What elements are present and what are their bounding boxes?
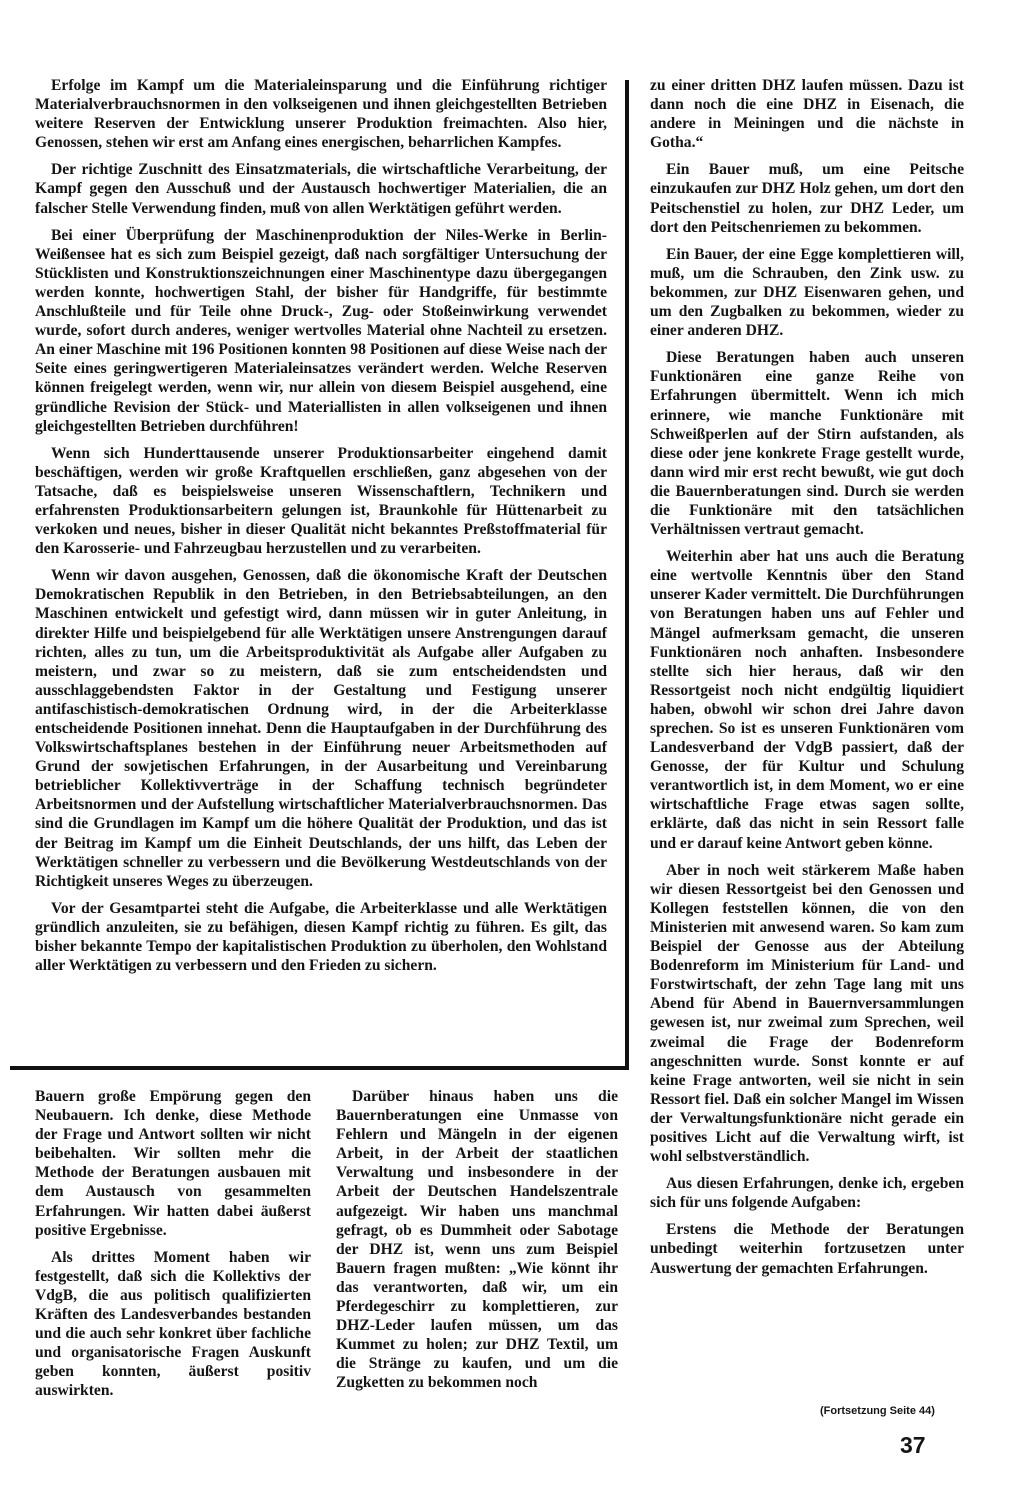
frame-horizontal-rule — [10, 1066, 629, 1070]
right-paragraph-3: Ein Bauer, der eine Egge komplettieren will, muß, um die Schrauben, den Zink usw. zu bekommen, zur DHZ Eisenwaren gehen, und um den Zugbalken zu bekommen, wieder zu einer anderen DHZ. — [650, 245, 964, 340]
bottom-middle-column — [336, 1087, 618, 1401]
frame-vertical-rule — [625, 80, 629, 1070]
box-paragraph-5: Wenn wir davon ausgehen, Genossen, daß die ökonomische Kraft der Deutschen Demokratischen Republik in den Betrieben, in den Betriebsabteilungen, an den Maschinen entwickelt und gefestigt wird, dann müssen wir in guter Anleitung, in direkter Hilfe und beispielgebend für alle Werktätigen unsere Anstrengungen darauf richten, alles zu tun, um die Arbeitsproduktivität als Aufgabe aller Aufgaben zu meistern, und zwar so zu meistern, daß sie zum entscheidendsten und ausschlaggebendsten Faktor in der Gestaltung und Festigung unserer antifaschistisch-demokratischen Ordnung wird, in der die Arbeiterklasse entscheidende Positionen innehat. Denn die Hauptaufgaben in der Durchführung des Volkswirtschaftsplanes bestehen in der Einführung neuer Arbeitsmethoden auf Grund der sowjetischen Erfahrungen, in der Ausarbeitung und Vereinbarung betrieblicher Kollektivverträge in der Schaffung technisch begründeter Arbeitsnormen und der Aufstellung wirtschaftlicher Materialverbrauchsnormen. Das sind die Grundlagen im Kampf um die höhere Qualität der Produktion, und das ist der Beitrag im Kampf um die Einheit Deutschlands, der uns hilft, das Leben der Werktätigen schneller zu verbessern und die Bevölkerung Westdeutschlands von der Richtigkeit unseres Weges zu überzeugen. — [35, 567, 607, 890]
bottom-col1-paragraph-1: Bauern große Empörung gegen den Neubauern. Ich denke, diese Methode der Frage und Antwort sollten wir nicht beibehalten. Wir sollten mehr die Methode der Beratungen ausbauen mit dem Austausch von gesammelten Erfahrungen. Wir hatten dabei äußerst positive Ergebnisse. — [35, 1088, 311, 1239]
right-paragraph-6: Aber in noch weit stärkerem Maße haben wir diesen Ressortgeist bei den Genossen und Kollegen feststellen können, die von den Ministerien mit anwesend waren. So kam zum Beispiel der Genosse aus der Abteilung Bodenreform im Ministerium für Land- und Forstwirtschaft, der zehn Tage lang mit uns Abend für Abend in Bauernversammlungen gewesen ist, nur zweimal zum Sprechen, weil zweimal die Frage der Bodenreform angeschnitten wurde. Sonst konnte er auf keine Frage antworten, weil sie nicht in sein Ressort fiel. Daß ein solcher Mangel im Wissen der Verwaltungsfunktionäre nicht gerade ein positives Licht auf die Verwaltung wirft, ist wohl selbstverständlich. — [650, 861, 964, 1166]
right-column — [650, 76, 964, 1286]
bottom-left-column — [35, 1087, 311, 1409]
right-paragraph-5: Weiterhin aber hat uns auch die Beratung eine wertvolle Kenntnis über den Stand unserer Kader vermittelt. Die Durchführungen von Beratungen haben uns auf Fehler und Mängel aufmerksam gemacht, die unseren Funktionären noch anhaften. Insbesondere stellte sich hier heraus, daß wir den Ressortgeist noch nicht endgültig liquidiert haben, obwohl wir schon drei Jahre davon sprechen. So ist es unseren Funktionären vom Landesverband der VdgB passiert, daß der Genosse, der für Kultur und Schulung verantwortlich ist, in dem Moment, wo er eine wirtschaftliche Frage etwas sagen sollte, erklärte, daß das nicht in sein Ressort falle und er darauf keine Antwort geben könne. — [650, 548, 964, 852]
bottom-col1-paragraph-2: Als drittes Moment haben wir festgestellt, daß sich die Kollektivs der VdgB, die aus politisch qualifizierten Kräften des Landesverbandes bestanden und die auch sehr konkret über fachliche und organisatorische Fragen Auskunft geben konnten, äußerst positiv auswirkten. — [35, 1248, 311, 1400]
right-paragraph-8: Erstens die Methode der Beratungen unbedingt weiterhin fortzusetzen unter Auswertung der gemachten Erfahrungen. — [650, 1221, 964, 1277]
right-paragraph-7: Aus diesen Erfahrungen, denke ich, ergeben sich für uns folgende Aufgaben: — [650, 1175, 964, 1212]
right-paragraph-1: zu einer dritten DHZ laufen müssen. Dazu ist dann noch die eine DHZ in Eisenach, die andere in Meiningen und die nächste in Gotha.“ — [650, 77, 964, 152]
box-paragraph-1: Erfolge im Kampf um die Materialeinsparung und die Einführung richtiger Materialverbrauchsnormen in den volkseigenen und ihnen gleichgestellten Betrieben weitere Reserven der Entwicklung unserer Produktion freimachten. Also hier, Genossen, stehen wir erst am Anfang eines energischen, beharrlichen Kampfes. — [35, 77, 607, 152]
page-number: 37 — [900, 1432, 926, 1458]
box-paragraph-4: Wenn sich Hunderttausende unserer Produktionsarbeiter eingehend damit beschäftigen, werden wir große Kraftquellen erschließen, ganz abgesehen von der Tatsache, daß es beispielsweise unseren Wissenschaftlern, Technikern und erfahrensten Produktionsarbeitern gelungen ist, Braunkohle für Hüttenarbeit zu verkoken und neues, bisher in dieser Qualität nicht bekanntes Preßstoffmaterial für den Karosserie- und Fahrzeugbau herzustellen und zu verarbeiten. — [35, 444, 607, 558]
box-paragraph-3: Bei einer Überprüfung der Maschinenproduktion der Niles-Werke in Berlin-Weißensee hat es sich zum Beispiel gezeigt, daß nach sorgfältiger Untersuchung der Stücklisten und Konstruktionszeichnungen einer Maschinentype dazu übergegangen werden konnte, hochwertigen Stahl, der bisher für Handgriffe, für bestimmte Anschlußteile und für Teile ohne Druck-, Zug- oder Stoßeinwirkung verwendet wurde, sofort durch anderes, weniger wertvolles Material ohne Nachteil zu ersetzen. An einer Maschine mit 196 Positionen konnten 98 Positionen auf diese Weise nach der Seite eines geringwertigeren Materialeinsatzes verändert werden. Welche Reserven können freigelegt werden, wenn wir, nur allein von diesem Beispiel ausgehend, eine gründliche Revision der Stück- und Materiallisten in allen volkseigenen und ihnen gleichgestellten Betrieben durchführen! — [35, 226, 607, 435]
boxed-article-text — [35, 76, 607, 983]
bottom-col2-paragraph-1: Darüber hinaus haben uns die Bauernberatungen eine Unmasse von Fehlern und Mängeln in der eigenen Arbeit, in der Arbeit der staatlichen Verwaltung und insbesondere in der Arbeit der Deutschen Handelszentrale aufgezeigt. Wir haben uns manchmal gefragt, ob es Dummheit oder Sabotage der DHZ ist, wenn uns zum Beispiel Bauern fragen mußten: „Wie könnt ihr das verantworten, daß wir, um ein Pferdegeschirr zu komplettieren, zur DHZ-Leder laufen müssen, um das Kummet zu holen; zur DHZ Textil, um die Stränge zu kaufen, und um die Zugketten zu bekommen noch — [336, 1088, 618, 1392]
box-paragraph-2: Der richtige Zuschnitt des Einsatzmaterials, die wirtschaftliche Verarbeitung, der Kampf gegen den Ausschuß und der Austausch hochwertiger Materialien, die an falscher Stelle Verwendung finden, muß von allen Werktätigen geführt werden. — [35, 161, 607, 217]
right-paragraph-2: Ein Bauer muß, um eine Peitsche einzukaufen zur DHZ Holz gehen, um dort den Peitschenstiel zu holen, zur DHZ Leder, um dort den Peitschenriemen zu bekommen. — [650, 161, 964, 236]
continuation-note: (Fortsetzung Seite 44) — [820, 1405, 935, 1417]
box-paragraph-6: Vor der Gesamtpartei steht die Aufgabe, die Arbeiterklasse und alle Werktätigen gründlich anzuleiten, sie zu befähigen, diesen Kampf richtig zu führen. Es gilt, das bisher bekannte Tempo der kapitalistischen Produktion zu überholen, den Wohlstand aller Werktätigen zu verbessern und den Frieden zu sichern. — [35, 899, 607, 975]
right-paragraph-4: Diese Beratungen haben auch unseren Funktionären eine ganze Reihe von Erfahrungen übermittelt. Wenn ich mich erinnere, wie manche Funktionäre mit Schweißperlen auf der Stirn aufstanden, als diese oder jene konkrete Frage gestellt wurde, dann wird mir erst recht bewußt, wie gut doch die Bauernberatungen sind. Durch sie werden die Funktionäre mit den tatsächlichen Verhältnissen vertraut gemacht. — [650, 349, 964, 539]
